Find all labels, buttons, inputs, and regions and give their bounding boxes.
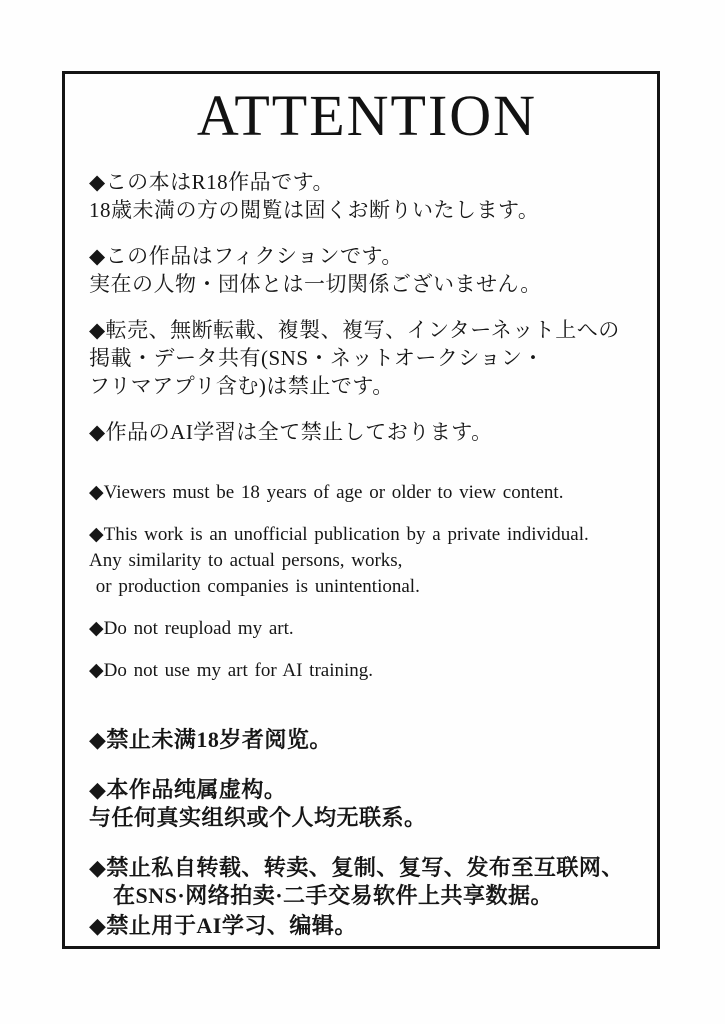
page-border-frame <box>62 71 660 949</box>
notice-jp-r18 <box>89 168 645 224</box>
notice-line: Any similarity to actual persons, works, <box>89 550 403 571</box>
notice-zh-fiction <box>89 776 645 832</box>
notice-en-unofficial-work <box>89 522 645 600</box>
notice-zh-no-redistribution <box>89 854 645 910</box>
notice-line: ◆この本はR18作品です。 <box>89 170 334 194</box>
notice-line: ◆Do not reupload my art. <box>89 618 294 639</box>
notice-line: ◆作品のAI学習は全て禁止しております。 <box>89 420 493 444</box>
notice-line: ◆This work is an unofficial publication by a private individual. <box>89 524 589 545</box>
notice-line: ◆Viewers must be 18 years of age or older to view content. <box>89 482 564 503</box>
notice-line: 18歳未満の方の閲覧は固くお断りいたします。 <box>89 198 540 222</box>
notice-en-age-restriction <box>89 480 645 506</box>
notice-zh-no-ai-training <box>89 912 645 940</box>
notice-line: 実在の人物・団体とは一切関係ございません。 <box>89 272 542 296</box>
notice-jp-fiction <box>89 242 645 298</box>
notice-en-no-reupload <box>89 616 645 642</box>
notice-line: or production companies is unintentional. <box>89 576 420 597</box>
notice-line: ◆転売、無断転載、複製、複写、インターネット上への <box>89 318 620 342</box>
notice-line: ◆禁止用于AI学习、编辑。 <box>89 913 357 938</box>
notice-jp-no-ai-training <box>89 418 645 446</box>
notice-line: 掲載・データ共有(SNS・ネットオークション・ <box>89 346 544 370</box>
notice-line: ◆この作品はフィクションです。 <box>89 244 403 268</box>
notice-line: ◆本作品纯属虚构。 <box>89 777 287 802</box>
notice-line: ◆禁止私自转载、转卖、复制、复写、发布至互联网、 <box>89 855 624 880</box>
notice-line: 与任何真实组织或个人均无联系。 <box>89 805 427 830</box>
notice-zh-age-restriction <box>89 726 645 754</box>
page-title: ATTENTION <box>196 83 538 148</box>
notice-line: ◆Do not use my art for AI training. <box>89 660 374 681</box>
notice-line: フリマアプリ含む)は禁止です。 <box>89 374 394 398</box>
notice-en-no-ai-training <box>89 658 645 684</box>
notice-line: 在SNS·网络拍卖·二手交易软件上共享数据。 <box>113 883 554 908</box>
notice-line: ◆禁止未满18岁者阅览。 <box>89 727 332 752</box>
notice-jp-no-redistribution <box>89 316 645 400</box>
